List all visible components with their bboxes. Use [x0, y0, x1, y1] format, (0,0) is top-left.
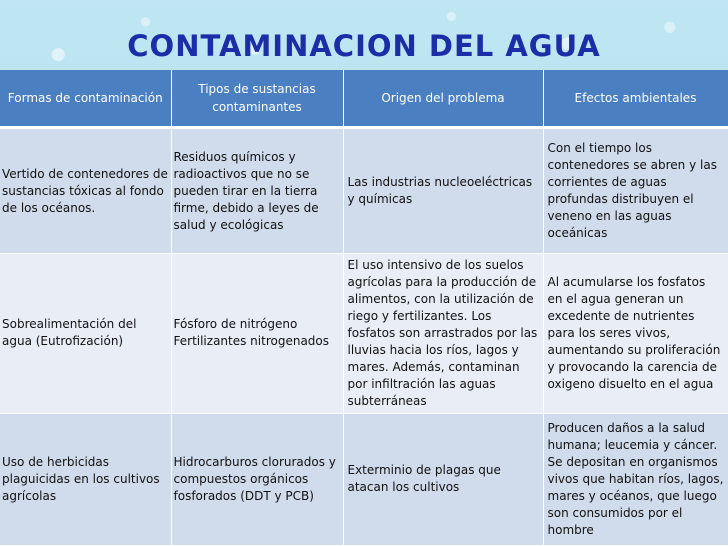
cell-origen: El uso intensivo de los suelos agrícolas para la producción de alimentos, con la utilización de riego y fertilizantes. Los fosfatos son arrastrados por las lluvias hacia los ríos, lagos y mares. Además, contaminan por infiltración las aguas subterráneas	[343, 254, 543, 413]
header-formas: Formas de contaminación	[0, 70, 171, 128]
contamination-table	[0, 70, 728, 546]
header-tipos: Tipos de sustancias contaminantes	[171, 70, 343, 128]
cell-tipo: Residuos químicos y radioactivos que no se pueden tirar en la tierra firme, debido a leyes de salud y ecológicas	[171, 128, 343, 254]
cell-origen: Exterminio de plagas que atacan los cultivos	[343, 413, 543, 545]
header-origen: Origen del problema	[343, 70, 543, 128]
table-header-row	[0, 70, 728, 128]
page-title: CONTAMINACION DEL AGUA	[127, 29, 601, 63]
cell-efecto: Con el tiempo los contenedores se abren y las corrientes de aguas profundas distribuyen el veneno en las aguas oceánicas	[543, 128, 728, 254]
cell-tipo: Fósforo de nitrógeno Fertilizantes nitrogenados	[171, 254, 343, 413]
cell-tipo: Hidrocarburos clorurados y compuestos orgánicos fosforados (DDT y PCB)	[171, 413, 343, 545]
table-row	[0, 254, 728, 413]
cell-forma: Uso de herbicidas plaguicidas en los cultivos agrícolas	[0, 413, 171, 545]
header-efectos: Efectos ambientales	[543, 70, 728, 128]
cell-efecto: Al acumularse los fosfatos en el agua generan un excedente de nutrientes para los seres vivos, aumentando su proliferación y provocando la carencia de oxigeno disuelto en el agua	[543, 254, 728, 413]
table-row	[0, 413, 728, 545]
table-row	[0, 128, 728, 254]
cell-origen: Las industrias nucleoeléctricas y químicas	[343, 128, 543, 254]
cell-efecto: Producen daños a la salud humana; leucemia y cáncer. Se depositan en organismos vivos que habitan ríos, lagos, mares y océanos, que luego son consumidos por el hombre	[543, 413, 728, 545]
cell-forma: Sobrealimentación del agua (Eutrofización)	[0, 254, 171, 413]
cell-forma: Vertido de contenedores de sustancias tóxicas al fondo de los océanos.	[0, 128, 171, 254]
